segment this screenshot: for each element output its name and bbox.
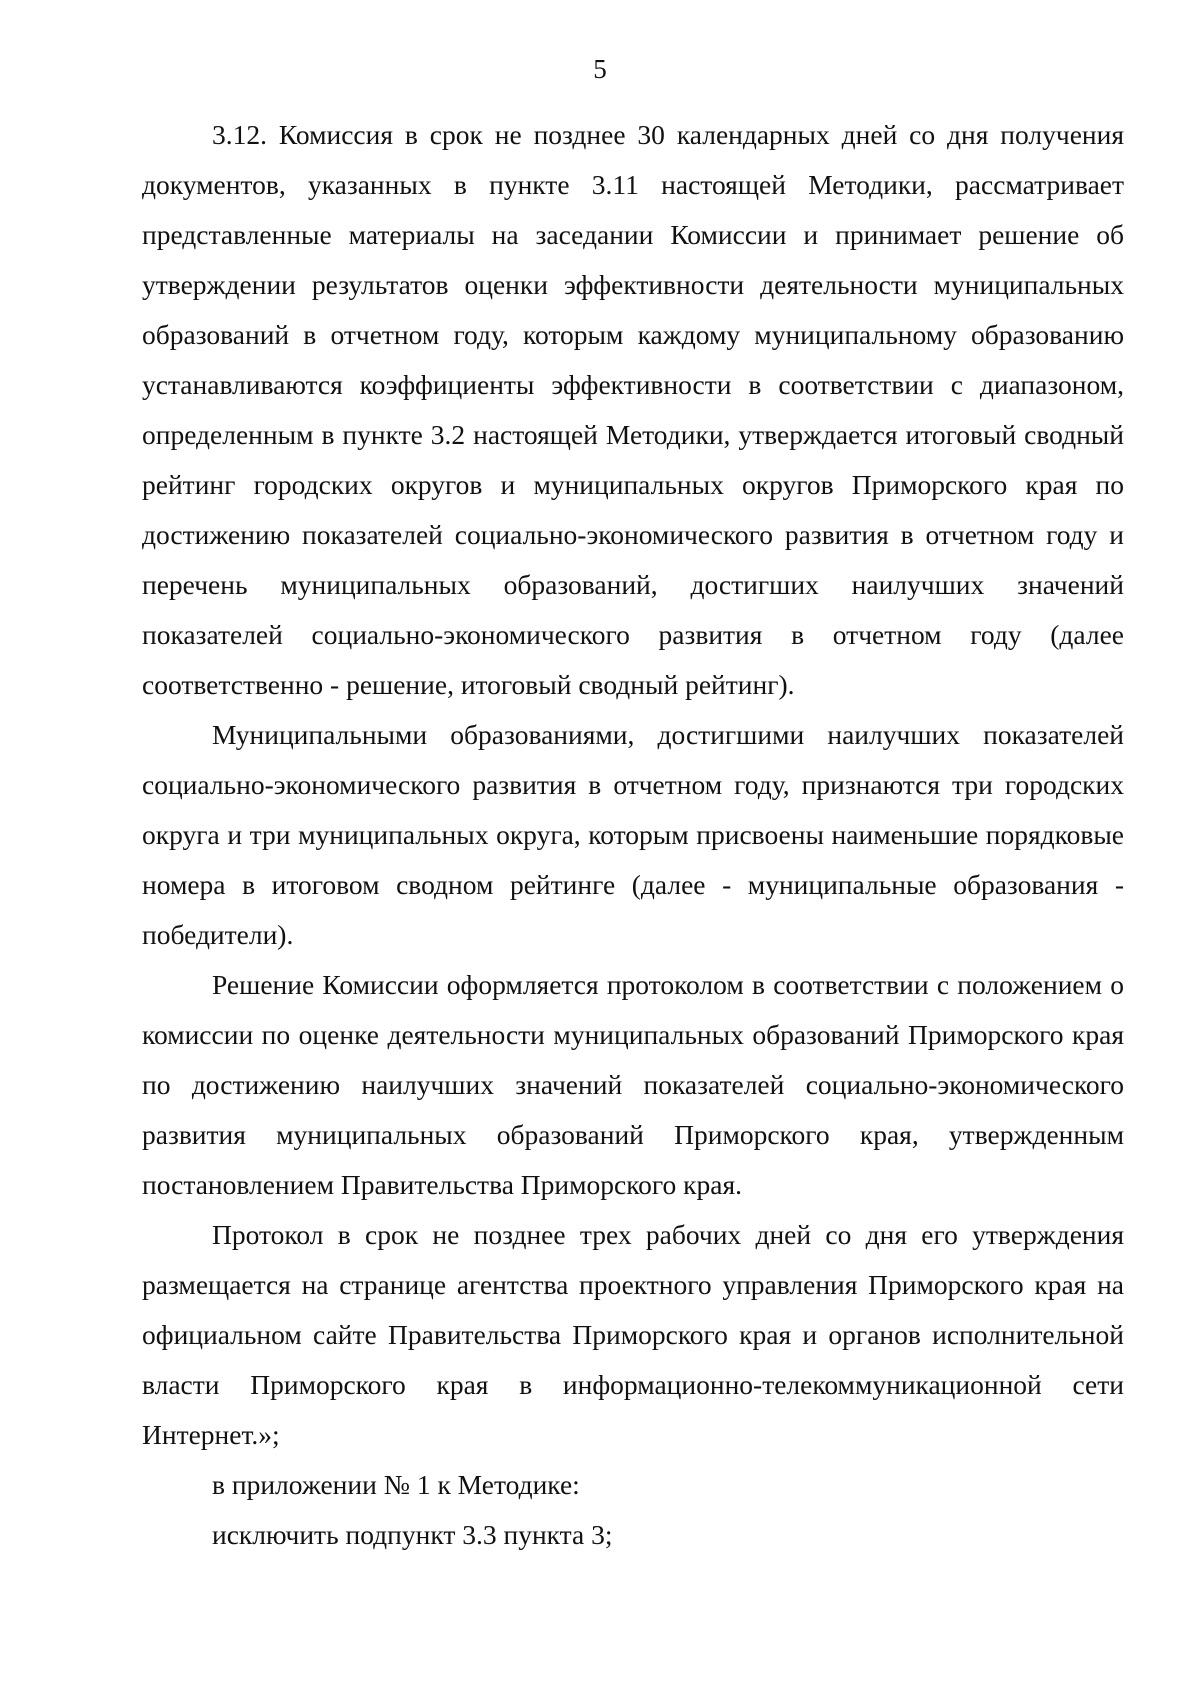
paragraph-exclude-subitem: исключить подпункт 3.3 пункта 3; — [212, 1519, 613, 1550]
paragraph-winners-definition: Муниципальными образованиями, достигшими наилучших показателей социально-экономического развития в отчетном году, признаются три городских округа и три муниципальных округа, которым присвоены наименьшие порядковые номера в итоговом сводном рейтинге (далее - муниципальные образования - победители). — [142, 719, 1124, 950]
paragraph-protocol-publication: Протокол в срок не позднее трех рабочих дней со дня его утверждения размещается на странице агентства проектного управления Приморского края на официальном сайте Правительства Приморского края и органов исполнительной власти Приморского края в информационно-телекоммуникационной сети Интернет.»; — [142, 1219, 1124, 1450]
page-number: 5 — [593, 54, 607, 84]
paragraph-appendix-reference: в приложении № 1 к Методике: — [212, 1469, 580, 1500]
paragraph-commission-decision: Решение Комиссии оформляется протоколом в соответствии с положением о комиссии по оценке деятельности муниципальных образований Приморского края по достижению наилучших значений показателей социально-экономического развития муниципальных образований Приморского края, утвержденным постановлением Правительства Приморского края. — [142, 969, 1124, 1200]
document-body — [142, 110, 1124, 1560]
paragraph-3-12: 3.12. Комиссия в срок не позднее 30 календарных дней со дня получения документов, указанных в пункте 3.11 настоящей Методики, рассматривает представленные материалы на заседании Комиссии и принимает решение об утверждении результатов оценки эффективности деятельности муниципальных образований в отчетном году, которым каждому муниципальному образованию устанавливаются коэффициенты эффективности в соответствии с диапазоном, определенным в пункте 3.2 настоящей Методики, утверждается итоговый сводный рейтинг городских округов и муниципальных округов Приморского края по достижению показателей социально-экономического развития в отчетном году и перечень муниципальных образований, достигших наилучших значений показателей социально-экономического развития в отчетном году (далее соответственно - решение, итоговый сводный рейтинг). — [142, 119, 1124, 700]
